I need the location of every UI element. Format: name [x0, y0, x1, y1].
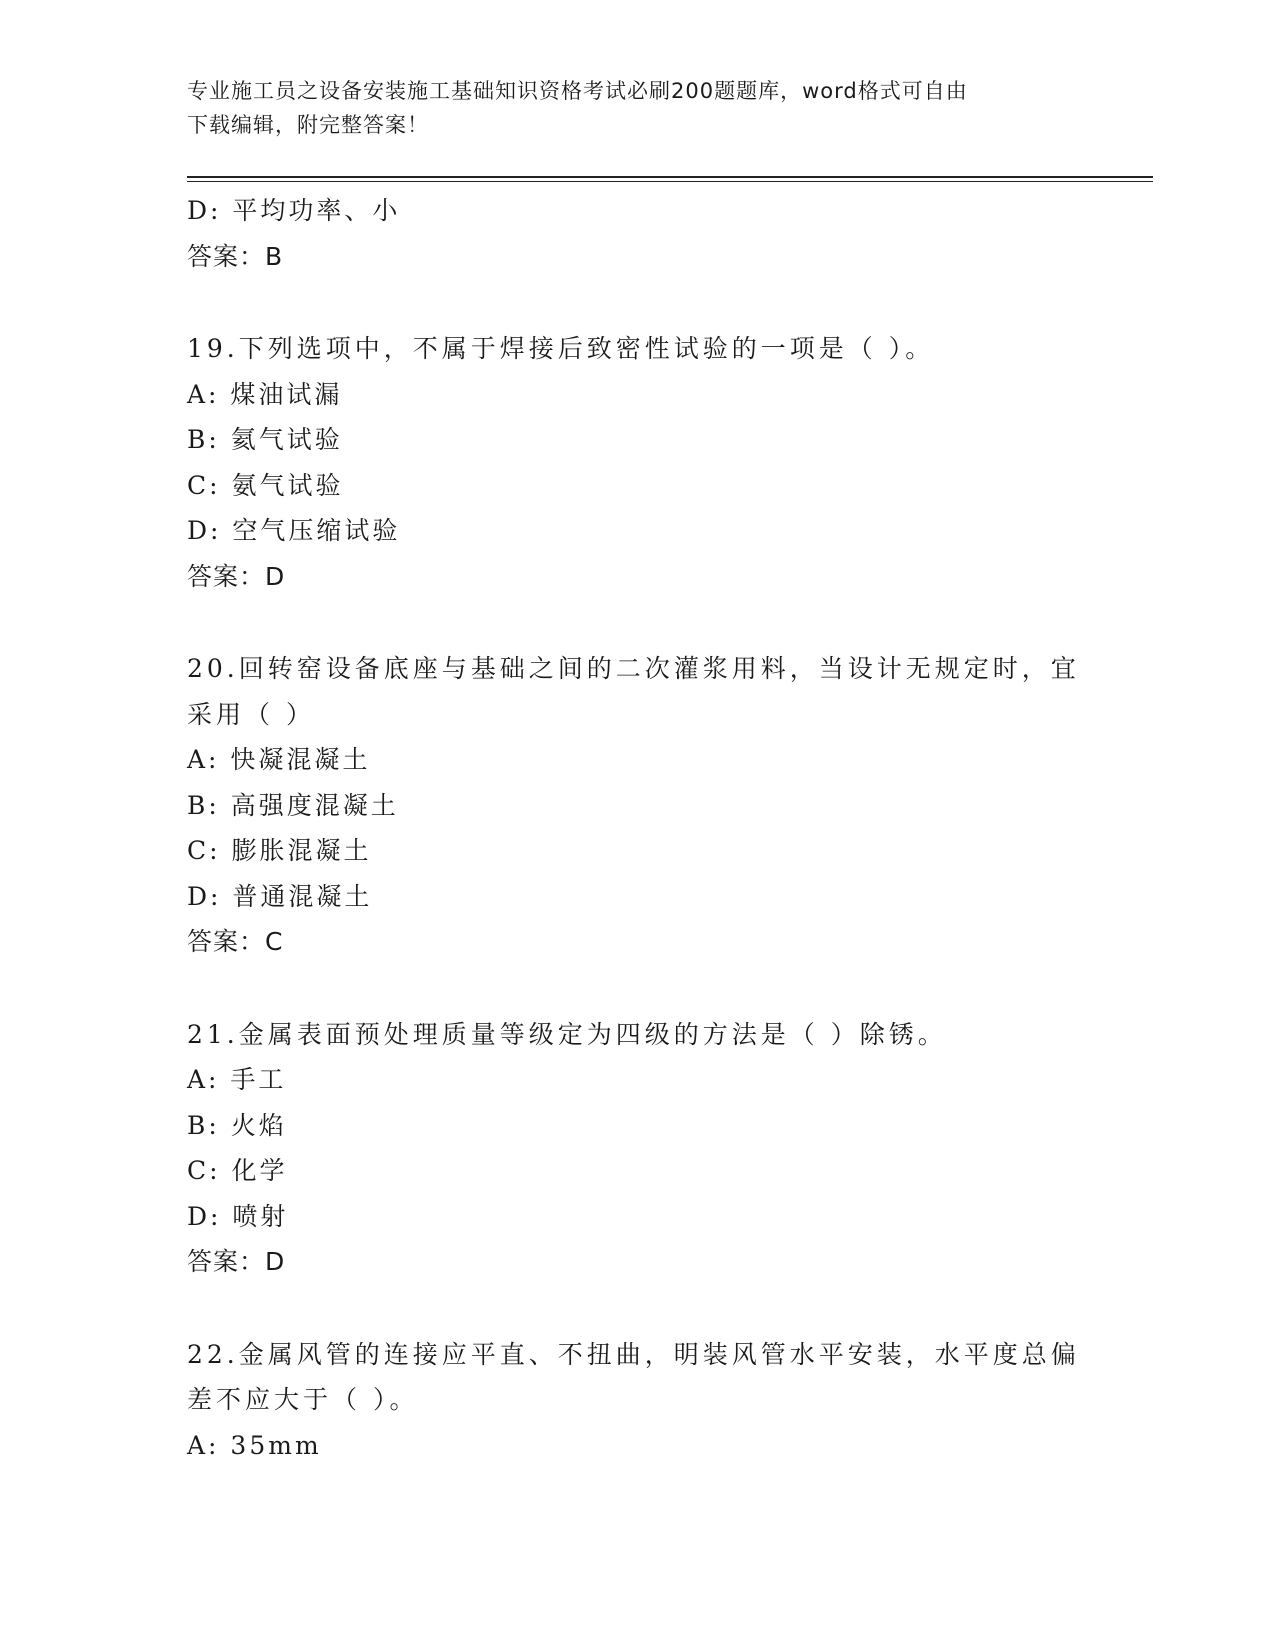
- header-divider-thick: [187, 176, 1153, 178]
- question-list: [187, 188, 1087, 1468]
- question-text-continued: 差不应大于（ ）。: [187, 1385, 419, 1414]
- header-line-1: 专业施工员之设备安装施工基础知识资格考试必刷200题题库，word格式可自由: [187, 79, 968, 103]
- spacer: [187, 965, 1087, 1012]
- option-d: D: 普通混凝土: [187, 881, 373, 911]
- spacer: [187, 279, 1087, 326]
- option-c: C: 氨气试验: [187, 470, 344, 500]
- option-d: D: 喷射: [187, 1201, 289, 1231]
- question-22: [187, 1332, 1087, 1469]
- option-b: B: 火焰: [187, 1110, 287, 1140]
- spacer: [187, 1285, 1087, 1332]
- question-20: [187, 646, 1087, 965]
- question-text: 19.下列选项中，不属于焊接后致密性试验的一项是（ ）。: [187, 334, 935, 363]
- option-a: A: 快凝混凝土: [187, 745, 371, 774]
- option-d: D: 平均功率、小: [187, 196, 401, 225]
- question-text: 21.金属表面预处理质量等级定为四级的方法是（ ）除锈。: [187, 1019, 947, 1049]
- option-d: D: 空气压缩试验: [187, 516, 401, 545]
- header-divider-thin: [187, 181, 1153, 182]
- question-text-continued: 采用（ ）: [187, 699, 315, 729]
- answer-line: 答案：B: [187, 241, 284, 271]
- question-18-tail: [187, 188, 1087, 279]
- option-b: B: 高强度混凝土: [187, 790, 399, 820]
- document-header: [187, 74, 1067, 142]
- answer-line: 答案：C: [187, 927, 284, 956]
- answer-line: 答案：D: [187, 561, 286, 591]
- spacer: [187, 599, 1087, 646]
- option-a: A: 手工: [187, 1065, 287, 1094]
- option-c: C: 膨胀混凝土: [187, 836, 372, 865]
- option-a: A: 煤油试漏: [187, 379, 343, 409]
- question-text: 22.金属风管的连接应平直、不扭曲，明装风管水平安装，水平度总偏: [187, 1339, 1080, 1369]
- question-19: [187, 326, 1087, 599]
- header-line-2: 下载编辑，附完整答案！: [187, 113, 429, 137]
- question-21: [187, 1012, 1087, 1285]
- question-text: 20.回转窑设备底座与基础之间的二次灌浆用料，当设计无规定时，宜: [187, 654, 1080, 683]
- option-b: B: 氦气试验: [187, 425, 343, 454]
- answer-line: 答案：D: [187, 1247, 286, 1276]
- option-c: C: 化学: [187, 1156, 288, 1185]
- option-a: A: 35mm: [187, 1430, 322, 1460]
